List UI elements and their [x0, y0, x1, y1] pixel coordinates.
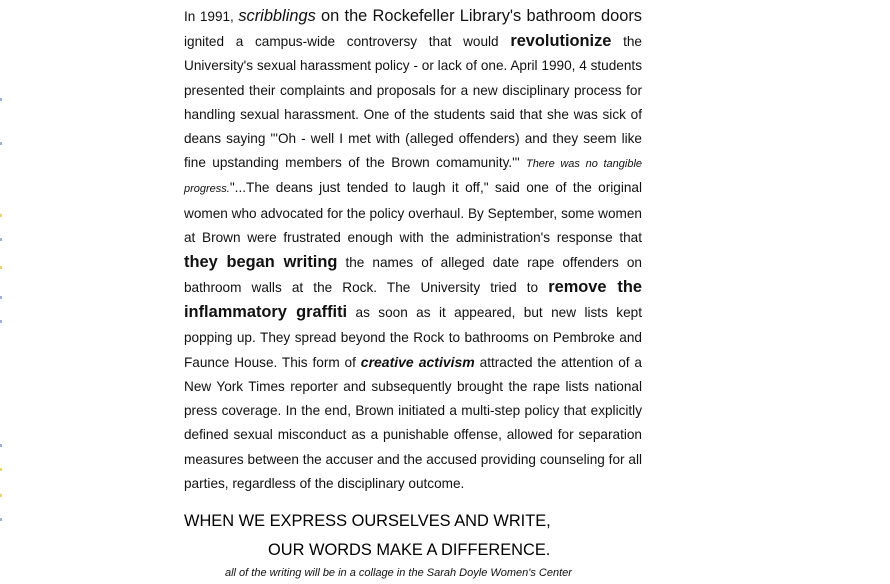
revolutionize-emphasis: revolutionize: [510, 32, 612, 51]
article-body: [184, 4, 642, 496]
they-began-writing-emphasis: they began writing: [184, 253, 338, 272]
article-text-6: attracted the attention of a New York Times reporter and subsequently brought the rape lists national press coverage. In the end, Brown initiated a multi-step policy that explicitly defined sexual misconduct as a punishable offense, allowed for separation measures between the accuser and the accused providing counseling for all parties, regardless of the disciplinary outcome.: [184, 354, 642, 491]
edge-mark: [0, 238, 2, 241]
edge-mark: [0, 142, 2, 145]
headline-line-1: WHEN WE EXPRESS OURSELVES AND WRITE,: [184, 512, 551, 530]
edge-mark: [0, 320, 2, 323]
article-text-5: as soon as it appeared, but new lists kept popping up. They spread beyond the Rock to bathrooms on Pembroke and Faunce House. This form of: [184, 305, 642, 370]
article-text-2: the University's sexual harassment policy - or lack of one. April 1990, 4 students presented their complaints and proposals for a new disciplinary process for handling sexual harassment. One of the students said that she was sick of deans saying "'Oh - well I met with (alleged offenders) and they seem like fine upstanding members of the Brown comamunity.'": [184, 34, 642, 171]
edge-mark: [0, 98, 2, 101]
article-text-4: the names of alleged date rape offenders on bathroom walls at the Rock. The University tried to: [184, 255, 642, 296]
remove-graffiti-emphasis: remove the inflammatory graffiti: [184, 278, 642, 322]
creative-activism-emphasis: creative activism: [360, 353, 475, 370]
headline-line-2: OUR WORDS MAKE A DIFFERENCE.: [268, 541, 551, 559]
edge-mark: [0, 296, 2, 299]
edge-mark: [0, 494, 2, 497]
scribblings-emphasis: scribblings: [238, 7, 316, 25]
edge-mark: [0, 444, 2, 447]
footer-note: all of the writing will be in a collage in the Sarah Doyle Women's Center: [225, 567, 572, 579]
intro-bold-phrase: on the Rockefeller Library's bathroom doors: [315, 7, 642, 25]
left-edge-marks: [0, 0, 4, 584]
edge-mark: [0, 518, 2, 521]
article-paragraph: [184, 4, 642, 496]
article-text-1: ignited a campus-wide controversy that would: [184, 34, 511, 50]
edge-mark: [0, 266, 2, 269]
article-text-3: "...The deans just tended to laugh it off," said one of the original women who advocated for the policy overhaul. By September, some women at Brown were frustrated enough with the administration's response that: [184, 180, 642, 245]
edge-mark: [0, 468, 2, 471]
intro-prefix: In 1991,: [184, 9, 239, 24]
edge-mark: [0, 214, 2, 217]
no-progress-quote: There was no tangible progress.: [184, 158, 643, 196]
